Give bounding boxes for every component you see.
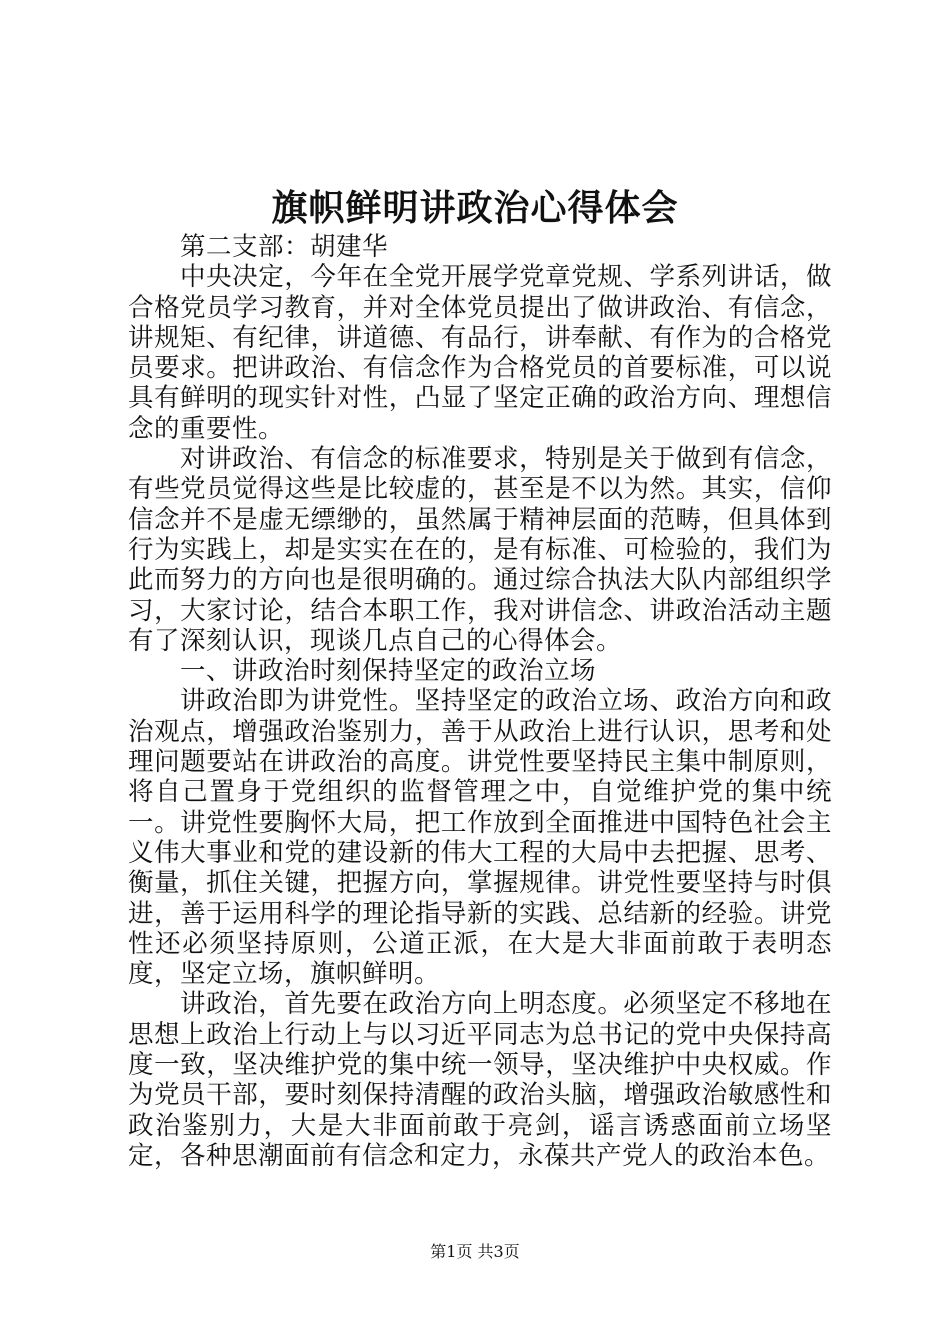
- author-line: 第二支部：胡建华: [180, 232, 389, 262]
- document-body: [128, 232, 832, 1171]
- body-paragraph: 讲政治，首先要在政治方向上明态度。必须坚定不移地在思想上政治上行动上与以习近平同志为总书记的党中央保持高度一致，坚决维护党的集中统一领导，坚决维护中央权威。作为党员干部，要时刻保持清醒的政治头脑，增强政治敏感性和政治鉴别力，大是大非面前敢于亮剑，谣言诱惑面前立场坚定，各种思潮面前有信念和定力，永葆共产党人的政治本色。: [128, 989, 832, 1171]
- body-paragraph: 讲政治即为讲党性。坚持坚定的政治立场、政治方向和政治观点，增强政治鉴别力，善于从政治上进行认识，思考和处理问题要站在讲政治的高度。讲党性要坚持民主集中制原则，将自己置身于党组织的监督管理之中，自觉维护党的集中统一。讲党性要胸怀大局，把工作放到全面推进中国特色社会主义伟大事业和党的建设新的伟大工程的大局中去把握、思考、衡量，抓住关键，把握方向，掌握规律。讲党性要坚持与时俱进，善于运用科学的理论指导新的实践、总结新的经验。讲党性还必须坚持原则，公道正派，在大是大非面前敢于表明态度，坚定立场，旗帜鲜明。: [128, 686, 832, 990]
- body-paragraph: 对讲政治、有信念的标准要求，特别是关于做到有信念，有些党员觉得这些是比较虚的，甚至是不以为然。其实，信仰信念并不是虚无缥缈的，虽然属于精神层面的范畴，但具体到行为实践上，却是实实在在的，是有标准、可检验的，我们为此而努力的方向也是很明确的。通过综合执法大队内部组织学习，大家讨论，结合本职工作，我对讲信念、讲政治活动主题有了深刻认识，现谈几点自己的心得体会。: [128, 444, 832, 656]
- body-paragraph: 中央决定，今年在全党开展学党章党规、学系列讲话，做合格党员学习教育，并对全体党员提出了做讲政治、有信念，讲规矩、有纪律，讲道德、有品行，讲奉献、有作为的合格党员要求。把讲政治、有信念作为合格党员的首要标准，可以说具有鲜明的现实针对性，凸显了坚定正确的政治方向、理想信念的重要性。: [128, 262, 832, 444]
- document-title: 旗帜鲜明讲政治心得体会: [271, 187, 679, 229]
- page-number-footer: 第1页 共3页: [430, 1242, 520, 1261]
- section-heading: 一、讲政治时刻保持坚定的政治立场: [180, 656, 597, 687]
